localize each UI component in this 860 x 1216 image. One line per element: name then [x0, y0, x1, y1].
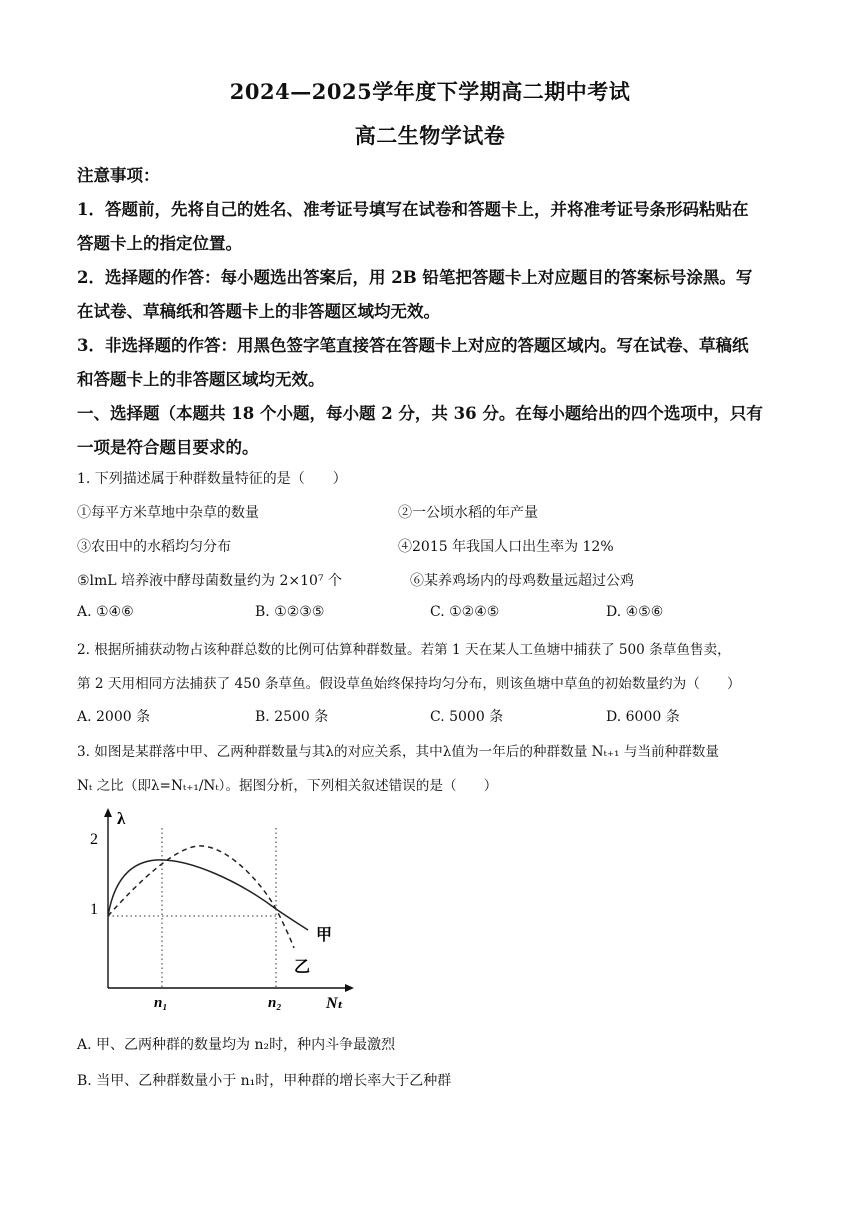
note-3-line-a: 3．非选择题的作答：用黑色签字笔直接答在答题卡上对应的答题区域内。写在试卷、草稿纸 — [77, 336, 749, 355]
y-axis-label: λ — [117, 809, 126, 828]
x-axis-label: Nₜ — [326, 995, 344, 1012]
q3-option-b: B. 当甲、乙种群数量小于 n₁时，甲种群的增长率大于乙种群 — [77, 1073, 452, 1089]
q1-option-d: D. ④⑤⑥ — [606, 604, 664, 620]
q1-item-3: ③农田中的水稻均匀分布 — [77, 539, 231, 555]
q3-stem-a: 3. 如图是某群落中甲、乙两种群数量与其λ的对应关系，其中λ值为一年后的种群数量 Nₜ₊₁ 与当前种群数量 — [77, 744, 719, 760]
q1-option-b: B. ①②③⑤ — [255, 604, 325, 620]
q3-option-a: A. 甲、乙两种群的数量均为 n₂时，种内斗争最激烈 — [77, 1037, 396, 1053]
section-1-heading-a: 一、选择题（本题共 18 个小题，每小题 2 分，共 36 分。在每小题给出的四个选项中，只有 — [77, 404, 763, 423]
q1-option-a: A. ①④⑥ — [77, 604, 134, 620]
y-tick-1: 1 — [90, 901, 98, 918]
q2-stem-b: 第 2 天用相同方法捕获了 450 条草鱼。假设草鱼始终保持均匀分布，则该鱼塘中草鱼的初始数量约为（ ） — [77, 676, 741, 692]
q2-option-d: D. 6000 条 — [606, 709, 680, 725]
note-2-line-b: 在试卷、草稿纸和答题卡上的非答题区域均无效。 — [77, 302, 440, 321]
note-1-line-a: 1．答题前，先将自己的姓名、准考证号填写在试卷和答题卡上，并将准考证号条形码粘贴在 — [77, 200, 749, 219]
q1-item-2: ②一公顷水稻的年产量 — [398, 505, 538, 521]
notes-heading: 注意事项： — [77, 166, 160, 185]
q2-option-a: A. 2000 条 — [77, 709, 151, 725]
y-axis-arrow — [104, 808, 112, 817]
note-3-line-b: 和答题卡上的非答题区域均无效。 — [77, 370, 325, 389]
series-jia-label: 甲 — [316, 927, 333, 944]
series-yi-curve — [108, 846, 294, 948]
exam-title: 2024—2025学年度下学期高二期中考试 — [229, 79, 631, 104]
section-1-heading-b: 一项是符合题目要求的。 — [77, 438, 259, 457]
q3-stem-b: Nₜ 之比（即λ=Nₜ₊₁/Nₜ）。据图分析，下列相关叙述错误的是（ ） — [77, 778, 498, 794]
q1-option-c: C. ①②④⑤ — [430, 604, 500, 620]
y-tick-2: 2 — [90, 831, 98, 848]
q1-stem: 1. 下列描述属于种群数量特征的是（ ） — [77, 471, 347, 487]
note-1-line-b: 答题卡上的指定位置。 — [77, 234, 242, 253]
exam-subtitle: 高二生物学试卷 — [354, 123, 506, 148]
x-tick-n1: n₁ — [154, 995, 168, 1011]
lambda-population-figure — [80, 800, 370, 1015]
note-2-line-a: 2．选择题的作答：每小题选出答案后，用 2B 铅笔把答题卡上对应题目的答案标号涂黑。写 — [77, 268, 753, 287]
series-yi-label: 乙 — [294, 959, 311, 976]
q1-item-6: ⑥某养鸡场内的母鸡数量远超过公鸡 — [410, 573, 634, 589]
x-axis-arrow — [345, 984, 354, 992]
series-jia-curve — [108, 860, 308, 930]
q2-stem-a: 2. 根据所捕获动物占该种群总数的比例可估算种群数量。若第 1 天在某人工鱼塘中捕获了 500 条草鱼售卖， — [77, 642, 731, 658]
x-tick-n2: n₂ — [268, 995, 282, 1011]
q2-option-b: B. 2500 条 — [255, 709, 329, 725]
q2-option-c: C. 5000 条 — [430, 709, 504, 725]
q1-item-4: ④2015 年我国人口出生率为 12% — [398, 539, 614, 555]
q1-item-1: ①每平方米草地中杂草的数量 — [77, 505, 259, 521]
q1-item-5: ⑤lmL 培养液中酵母菌数量约为 2×10⁷ 个 — [77, 573, 343, 589]
